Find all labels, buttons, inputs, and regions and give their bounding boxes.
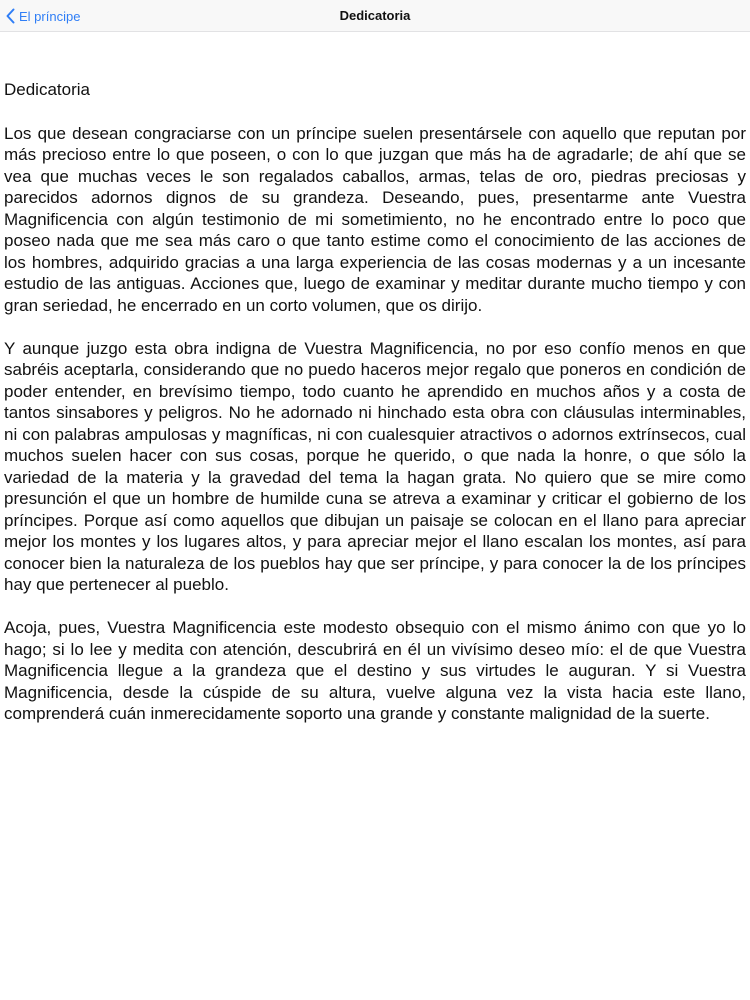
back-button[interactable]	[6, 6, 80, 26]
paragraph: Los que desean congraciarse con un príncipe suelen presentársele con aquello que reputan por más precioso entre lo que poseen, o con lo que juzgan que más ha de agradarle; de ahí que se vea que muchas veces le son regalados caballos, armas, telas de oro, piedras preciosas y parecidos adornos dignos de su grandeza. Deseando, pues, presentarme ante Vuestra Magnificencia con algún testimonio de mi sometimiento, no he encontrado entre lo poco que poseo nada que me sea más caro o que tanto estime como el conocimiento de las acciones de los hombres, adquirido gracias a una larga experiencia de las cosas modernas y a un incesante estudio de las antiguas. Acciones que, luego de examinar y meditar durante mucho tiempo y con gran seriedad, he encerrado en un corto volumen, que os dirijo.	[4, 123, 746, 315]
chevron-left-icon	[6, 8, 15, 24]
chapter-heading: Dedicatoria	[4, 80, 90, 99]
back-button-label: El príncipe	[19, 8, 81, 24]
chapter-content	[4, 79, 746, 746]
paragraph: Acoja, pues, Vuestra Magnificencia este modesto obsequio con el mismo ánimo con que yo lo hago; si lo lee y medita con atención, descubrirá en él un vivísimo deseo mío: el de que Vuestra Magnificencia llegue a la grandeza que el destino y sus virtudes le auguran. Y si Vuestra Magnificencia, desde la cúspide de su altura, vuelve alguna vez la vista hacia este llano, comprenderá cuán inmerecidamente soporto una grande y constante malignidad de la suerte.	[4, 618, 746, 723]
navigation-bar	[0, 0, 750, 32]
page-title: Dedicatoria	[339, 8, 411, 23]
paragraph: Y aunque juzgo esta obra indigna de Vuestra Magnificencia, no por eso confío menos en que sabréis aceptarla, considerando que no puedo haceros mejor regalo que poneros en condición de poder entender, en brevísimo tiempo, todo cuanto he aprendido en muchos años y a costa de tantos sinsabores y peligros. No he adornado ni hinchado esta obra con cláusulas interminables, ni con palabras ampulosas y magníficas, ni con cualesquier atractivos o adornos extrínsecos, cual muchos suelen hacer con sus cosas, porque he querido, o que nada la honre, o que sólo la variedad de la materia y la gravedad del tema la hagan grata. No quiero que se mire como presunción el que un hombre de humilde cuna se atreva a examinar y criticar el gobierno de los príncipes. Porque así como aquellos que dibujan un paisaje se colocan en el llano para apreciar mejor los montes y los lugares altos, y para apreciar mejor el llano escalan los montes, así para conocer bien la naturaleza de los pueblos hay que ser príncipe, y para conocer la de los príncipes hay que pertenecer al pueblo.	[4, 338, 746, 594]
